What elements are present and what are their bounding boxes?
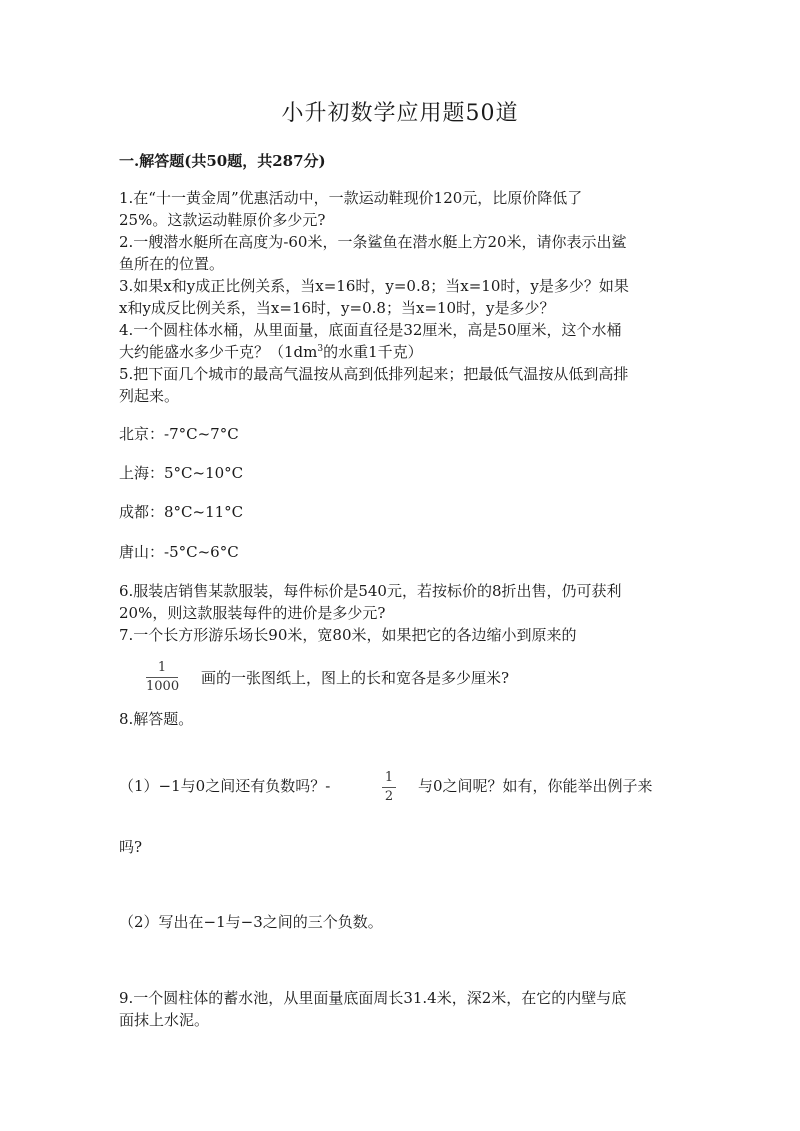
question-2-line-2: 鱼所在的位置。 xyxy=(119,255,225,273)
question-7-line-1: 7.一个长方形游乐场长90米，宽80米，如果把它的各边缩小到原来的 xyxy=(119,626,577,644)
question-4-text-b: 的水重1千克） xyxy=(323,343,423,361)
city-temp-chengdu: 成都：8°C~11°C xyxy=(119,503,244,521)
question-9-line-1: 9.一个圆柱体的蓄水池，从里面量底面周长31.4米，深2米，在它的内壁与底 xyxy=(119,989,627,1007)
question-4-line-1: 4.一个圆柱体水桶，从里面量，底面直径是32厘米，高是50厘米，这个水桶 xyxy=(119,321,622,339)
fraction-numerator: 1 xyxy=(157,660,167,675)
question-1-line-1: 1.在“十一黄金周”优惠活动中，一款运动鞋现价120元，比原价降低了 xyxy=(119,189,583,207)
question-7-line-2: 画的一张图纸上，图上的长和宽各是多少厘米? xyxy=(201,669,510,687)
question-1-line-2: 25%。这款运动鞋原价多少元? xyxy=(119,211,326,229)
question-9-line-2: 面抹上水泥。 xyxy=(119,1011,210,1029)
city-temp-tangshan: 唐山：-5°C~6°C xyxy=(119,543,239,561)
question-6-line-1: 6.服装店销售某款服装，每件标价是540元，若按标价的8折出售，仍可获利 xyxy=(119,582,622,600)
fraction-denominator: 1000 xyxy=(146,679,180,694)
fraction-1-2 xyxy=(382,770,396,805)
fraction-1-1000 xyxy=(146,660,178,695)
question-4-text-a: 大约能盛水多少千克？（1dm xyxy=(119,343,318,361)
document-title: 小升初数学应用题50道 xyxy=(281,101,519,126)
city-temp-beijing: 北京：-7°C~7°C xyxy=(119,425,239,443)
superscript-3: 3 xyxy=(317,344,324,354)
question-5-line-2: 列起来。 xyxy=(119,387,180,405)
question-8-2: （2）写出在−1与−3之间的三个负数。 xyxy=(119,913,383,931)
question-8-1-part-a: （1）−1与0之间还有负数吗？- xyxy=(119,777,331,795)
question-8-heading: 8.解答题。 xyxy=(119,710,194,728)
fraction-bar xyxy=(382,787,396,788)
question-5-line-1: 5.把下面几个城市的最高气温按从高到低排列起来；把最低气温按从低到高排 xyxy=(119,365,629,383)
question-3-line-1: 3.如果x和y成正比例关系，当x=16时，y=0.8；当x=10时，y是多少？如果 xyxy=(119,277,629,295)
city-temp-shanghai: 上海：5°C~10°C xyxy=(119,464,244,482)
fraction-numerator: 1 xyxy=(384,770,394,785)
fraction-bar xyxy=(146,677,178,678)
question-2-line-1: 2.一艘潜水艇所在高度为-60米，一条鲨鱼在潜水艇上方20米，请你表示出鲨 xyxy=(119,233,627,251)
question-3-line-2: x和y成反比例关系，当x=16时，y=0.8；当x=10时，y是多少？ xyxy=(119,299,555,317)
question-6-line-2: 20%，则这款服装每件的进价是多少元? xyxy=(119,604,386,622)
question-8-1-part-b: 与0之间呢？如有，你能举出例子来 xyxy=(418,777,653,795)
question-8-1-part-c: 吗? xyxy=(119,838,143,856)
section-heading: 一.解答题(共50题，共287分) xyxy=(119,152,326,170)
question-4-line-2 xyxy=(119,341,689,363)
fraction-denominator: 2 xyxy=(384,789,394,804)
